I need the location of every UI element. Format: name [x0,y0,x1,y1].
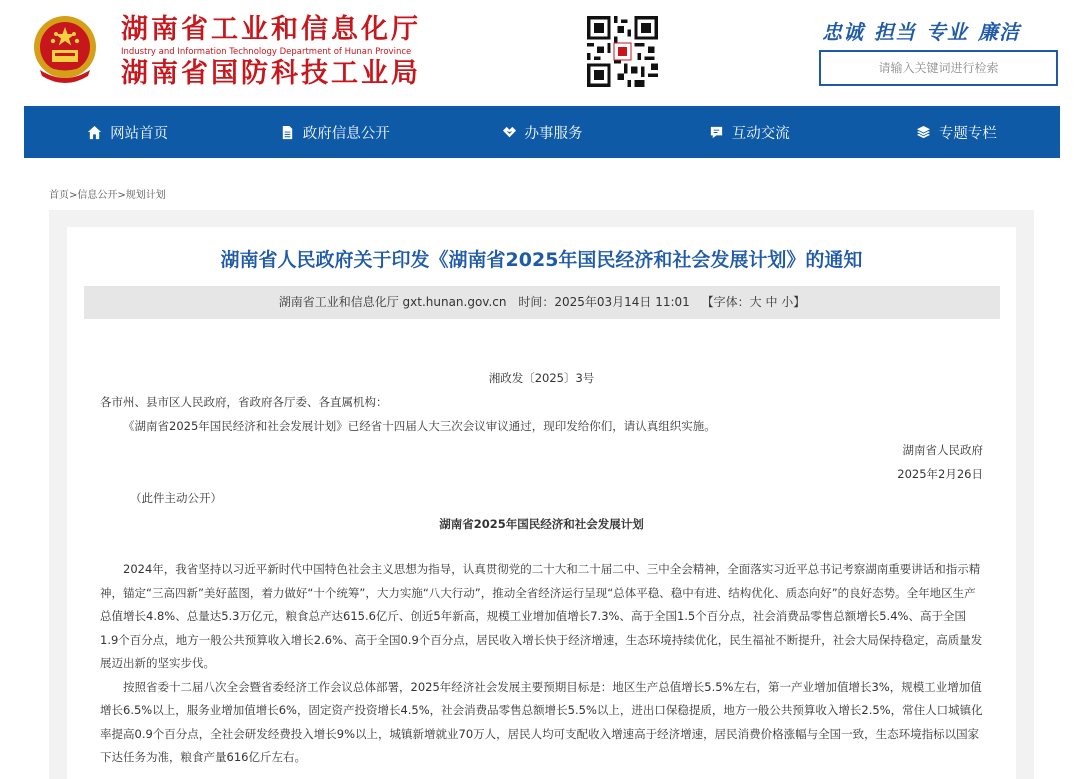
search-input[interactable]: 请输入关键词进行检索 [819,50,1058,86]
nav-label-services: 办事服务 [524,125,583,142]
salutation: 各市州、县市区人民政府，省政府各厅委、各直属机构： [100,395,388,409]
slogan-integrity: 廉洁 [978,20,1020,44]
slogan-professional: 专业 [926,20,968,44]
nav-item-home[interactable] [24,106,231,158]
slogan-loyalty: 忠诚 [822,20,864,44]
handshake-icon [502,125,517,140]
body-paragraph: 按照省委十二届八次全会暨省委经济工作会议总体部署，2025年经济社会发展主要预期目标是：地区生产总值增长5.5%左右，第一产业增加值增长3%，规模工业增加值增长6.5%以上，服务业增加值增长6%，固定资产投资增长4.5%，社会消费品零售总额增长5.5%以上，进出口保稳提质，地方一般公共预算收入增长2.5%，常住人口城镇化率提高0.9个百分点，全社会研发经费投入增长9%以上，城镇新增就业70万人，居民人均可支配收入增速高于经济增速，居民消费价格涨幅与全国一致，生态环境指标以国家下达任务为准，粮食产量616亿斤左右。 [100,679,983,764]
font-size-switcher[interactable]: 【字体：大 中 小】 [701,295,806,309]
issue-date: 2025年2月26日 [897,467,983,481]
notice-text: 《湖南省2025年国民经济和社会发展计划》已经省十四届人大三次会议审议通过，现印发给你们，请认真组织实施。 [123,419,716,433]
layers-icon [916,125,931,140]
main-nav [24,106,1060,158]
nav-item-topics[interactable] [853,106,1060,158]
slogan-responsibility: 担当 [874,20,916,44]
public-note: （此件主动公开） [130,491,222,505]
document-number: 湘政发〔2025〕3号 [488,371,595,385]
nav-label-home: 网站首页 [110,125,169,142]
nav-label-interaction: 互动交流 [731,125,790,142]
article-meta-bar [84,286,1000,319]
nav-item-gov-info[interactable] [231,106,438,158]
article-time: 时间：2025年03月14日 11:01 [518,295,690,309]
site-title-line2: 湖南省国防科技工业局 [121,58,421,89]
slogan-group [822,16,1020,45]
nav-label-topics: 专题专栏 [938,125,997,142]
chat-icon [709,125,724,140]
article-card [67,227,1016,779]
nav-label-gov-info: 政府信息公开 [302,125,390,142]
breadcrumb[interactable]: 首页>信息公开>规划计划 [49,190,166,201]
article-source: 湖南省工业和信息化厅 gxt.hunan.gov.cn [278,295,507,309]
home-icon [87,125,102,140]
site-title-line1: 湖南省工业和信息化厅 [121,14,421,45]
body-paragraph: 2024年，我省坚持以习近平新时代中国特色社会主义思想为指导，认真贯彻党的二十大和二十届二中、三中全会精神，全面落实习近平总书记考察湖南重要讲话和指示精神，锚定“三高四新”美好蓝图，着力做好“十个统筹”，大力实施“八大行动”，推动全省经济运行呈现“总体平稳、稳中有进、结构优化、质态向好”的良好态势。全年地区生产总值增长4.8%、总量达5.3万亿元，粮食总产达615.6亿斤、创近5年新高，规模工业增加值增长7.3%、高于全国1.5个百分点，社会消费品零售总额增长5.4%、高于全国1.9个百分点，地方一般公共预算收入增长2.6%、高于全国0.9个百分点，居民收入增长快于经济增速，生态环境持续优化，民生福祉不断提升，社会大局保持稳定，高质量发展迈出新的坚实步伐。 [100,562,983,670]
article-title: 湖南省人民政府关于印发《湖南省2025年国民经济和社会发展计划》的通知 [220,249,863,271]
site-title[interactable] [121,14,421,90]
plan-title: 湖南省2025年国民经济和社会发展计划 [439,517,644,531]
article-body [100,558,984,770]
issuer: 湖南省人民政府 [902,443,983,457]
nav-item-services[interactable] [438,106,645,158]
document-icon [280,125,295,140]
nav-item-interaction[interactable] [646,106,853,158]
national-emblem-icon [32,14,98,86]
qr-code-icon [587,16,658,87]
site-title-english: Industry and Information Technology Department of Hunan Province [121,47,412,57]
site-header [0,0,1080,106]
